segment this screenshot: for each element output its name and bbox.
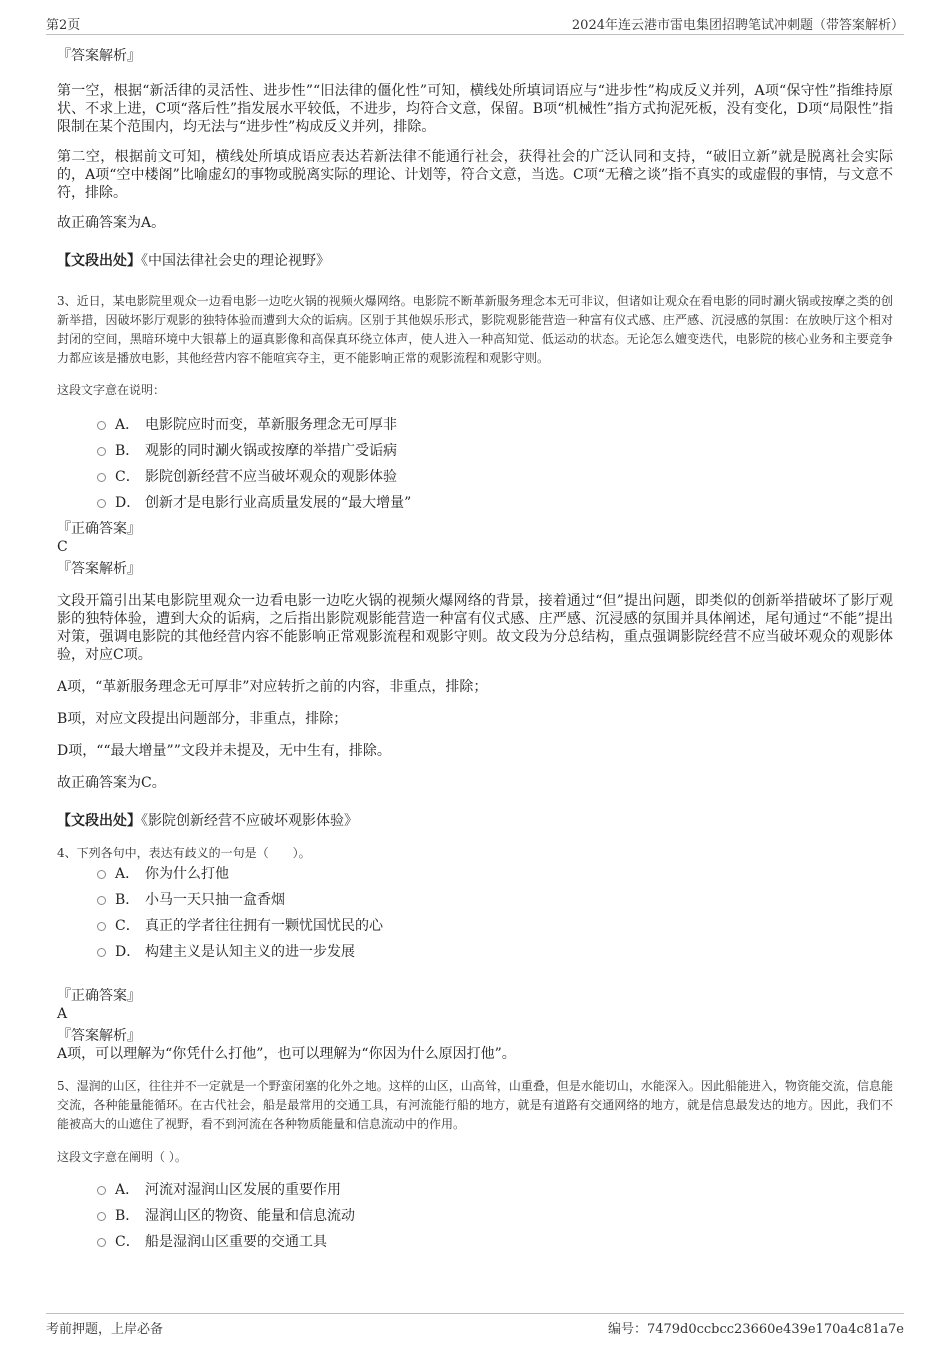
analysis-label: 『答案解析』 [57, 1028, 141, 1044]
source-title: 《中国法律社会史的理论视野》 [141, 253, 330, 269]
radio-circle-icon[interactable] [97, 922, 106, 931]
option-c[interactable]: C． 影院创新经营不应当破坏观众的观影体验 [57, 464, 893, 490]
radio-circle-icon[interactable] [97, 499, 106, 508]
document-id: 编号：7479d0ccbcc23660e439e170a4c81a7e [607, 1322, 904, 1337]
source-tag: 【文段出处】 [57, 253, 141, 269]
source-citation [57, 810, 893, 830]
document-body [57, 45, 893, 1255]
radio-circle-icon[interactable] [97, 948, 106, 957]
analysis-paragraph: 第一空，根据“新活律的灵活性、进步性”“旧法律的僵化性”可知，横线处所填词语应与“进步性”构成反义并列，A项“保守性”指维持原状、不求上进，C项“落后性”指发展水平较低，不进步，均符合文意，保留。B项“机械性”指方式拘泥死板，没有变化，D项“局限性”指限制在某个范围内，均无法与“进步性”构成反义并列，排除。 [57, 83, 893, 135]
radio-circle-icon[interactable] [97, 421, 106, 430]
radio-circle-icon[interactable] [97, 1238, 106, 1247]
radio-circle-icon[interactable] [97, 870, 106, 879]
question-4-text: 4、下列各句中，表达有歧义的一句是（ ）。 [57, 846, 311, 860]
option-c[interactable]: C． 真正的学者往往拥有一颗忧国忧民的心 [57, 913, 893, 939]
correct-answer: C [57, 539, 68, 555]
option-b[interactable]: B． 观影的同时涮火锅或按摩的举措广受诟病 [57, 438, 893, 464]
page-header [46, 12, 904, 35]
radio-circle-icon[interactable] [97, 1212, 106, 1221]
question-5-options [57, 1177, 893, 1255]
footer-slogan: 考前押题，上岸必备 [46, 1322, 164, 1337]
analysis-label: 『答案解析』 [57, 48, 141, 64]
document-title: 2024年连云港市雷电集团招聘笔试冲刺题（带答案解析） [571, 18, 904, 33]
source-citation [57, 250, 893, 270]
question-5-prompt: 这段文字意在阐明（ ）。 [57, 1150, 187, 1164]
question-4-options [57, 861, 893, 965]
source-title: 《影院创新经营不应破坏观影体验》 [141, 813, 358, 829]
analysis-label: 『答案解析』 [57, 561, 141, 577]
question-5-text: 5、湿润的山区，往往并不一定就是一个野蛮闭塞的化外之地。这样的山区，山高耸，山重叠，但是水能切山，水能深入。因此船能进入，物资能交流，信息能交流，各种能量能循环。在古代社会，船是最常用的交通工具，有河流能行船的地方，就是有道路有交通网络的地方，就是信息最发达的地方。因此，我们不能被高大的山遮住了视野，看不到河流在各种物质能量和信息流动中的作用。 [57, 1079, 893, 1131]
option-c[interactable]: C． 船是湿润山区重要的交通工具 [57, 1229, 893, 1255]
analysis-paragraph: 文段开篇引出某电影院里观众一边看电影一边吃火锅的视频火爆网络的背景，接着通过“但”提出问题，即类似的创新举措破坏了影厅观影的独特体验，遭到大众的诟病，之后指出影院观影能营造一种富有仪式感、庄严感、沉浸感的氛围并具体阐述，尾句通过“不能”提出对策，强调电影院的其他经营内容不能影响正常观影流程和观影守则。故文段为分总结构，重点强调影院经营不应当破坏观众的观影体验，对应C项。 [57, 593, 893, 663]
option-d[interactable]: D． 构建主义是认知主义的进一步发展 [57, 939, 893, 965]
option-b[interactable]: B． 湿润山区的物资、能量和信息流动 [57, 1203, 893, 1229]
option-a[interactable]: A． 你为什么打他 [57, 861, 893, 887]
correct-answer-label: 『正确答案』 [57, 988, 141, 1004]
question-3-prompt: 这段文字意在说明： [57, 383, 166, 397]
radio-circle-icon[interactable] [97, 473, 106, 482]
analysis-paragraph: A项，“革新服务理念无可厚非”对应转折之前的内容，非重点，排除； [57, 679, 488, 695]
question-3-text: 3、近日，某电影院里观众一边看电影一边吃火锅的视频火爆网络。电影院不断革新服务理念本无可非议，但诸如让观众在看电影的同时涮火锅或按摩之类的创新举措，因破坏影厅观影的独特体验而遭到大众的诟病。区别于其他娱乐形式，影院观影能营造一种富有仪式感、庄严感、沉浸感的氛围：在放映厅这个相对封闭的空间，黑暗环境中大银幕上的逼真影像和高保真环绕立体声，使人进入一种高知觉、低运动的状态。无论怎么嬗变迭代，电影院的核心业务和主要竞争力都应该是播放电影，其他经营内容不能喧宾夺主，更不能影响正常的观影流程和观影守则。 [57, 294, 893, 365]
analysis-paragraph: 第二空，根据前文可知，横线处所填成语应表达若新法律不能通行社会，获得社会的广泛认同和支持，“破旧立新”就是脱离社会实际的，A项“空中楼阁”比喻虚幻的事物或脱离实际的理论、计划等，符合文意，当选。C项“无稽之谈”指不真实的或虚假的事情，与文意不符，排除。 [57, 149, 893, 201]
radio-circle-icon[interactable] [97, 447, 106, 456]
option-a[interactable]: A． 电影院应时而变，革新服务理念无可厚非 [57, 412, 893, 438]
option-b[interactable]: B． 小马一天只抽一盒香烟 [57, 887, 893, 913]
answer-conclusion: 故正确答案为C。 [57, 775, 166, 791]
option-d[interactable]: D． 创新才是电影行业高质量发展的“最大增量” [57, 490, 893, 516]
analysis-paragraph: B项，对应文段提出问题部分，非重点，排除； [57, 711, 348, 727]
analysis-paragraph: D项，““最大增量””文段并未提及，无中生有，排除。 [57, 743, 391, 759]
page-footer [46, 1313, 904, 1336]
correct-answer: A [57, 1006, 68, 1022]
question-3-options [57, 412, 893, 516]
page-number: 第2页 [46, 18, 81, 33]
analysis-paragraph: A项，可以理解为“你凭什么打他”，也可以理解为“你因为什么原因打他”。 [57, 1046, 516, 1062]
correct-answer-label: 『正确答案』 [57, 521, 141, 537]
radio-circle-icon[interactable] [97, 1186, 106, 1195]
answer-conclusion: 故正确答案为A。 [57, 215, 166, 231]
option-a[interactable]: A． 河流对湿润山区发展的重要作用 [57, 1177, 893, 1203]
source-tag: 【文段出处】 [57, 813, 141, 829]
radio-circle-icon[interactable] [97, 896, 106, 905]
